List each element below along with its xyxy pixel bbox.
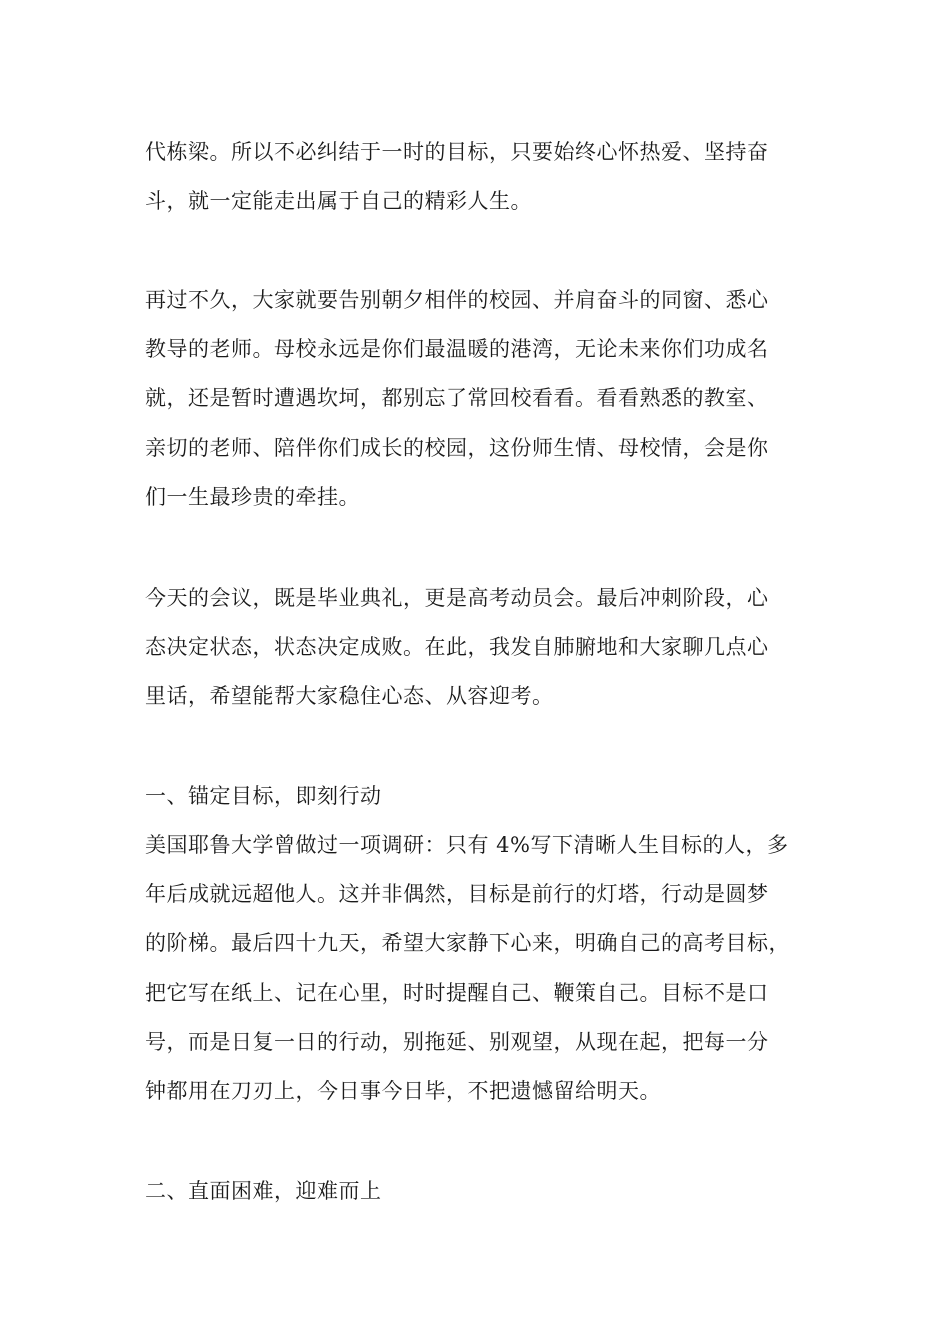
section-1-line-2: 年后成就远超他人。这并非偶然，目标是前行的灯塔，行动是圆梦 bbox=[145, 882, 769, 906]
paragraph-3-line-1: 今天的会议，既是毕业典礼，更是高考动员会。最后冲刺阶段，心 bbox=[145, 586, 769, 610]
section-1-line-6: 钟都用在刀刃上，今日事今日毕，不把遗憾留给明天。 bbox=[145, 1079, 661, 1103]
paragraph-2-line-1: 再过不久，大家就要告别朝夕相伴的校园、并肩奋斗的同窗、悉心 bbox=[145, 288, 769, 312]
paragraph-2-line-4: 亲切的老师、陪伴你们成长的校园，这份师生情、母校情，会是你 bbox=[145, 436, 769, 460]
section-1-line-5: 号，而是日复一日的行动，别拖延、别观望，从现在起，把每一分 bbox=[145, 1030, 769, 1054]
paragraph-3-line-3: 里话，希望能帮大家稳住心态、从容迎考。 bbox=[145, 684, 554, 708]
section-1-line-3: 的阶梯。最后四十九天，希望大家静下心来，明确自己的高考目标， bbox=[145, 931, 790, 955]
paragraph-1-line-2: 斗，就一定能走出属于自己的精彩人生。 bbox=[145, 189, 532, 213]
section-1-line-1: 美国耶鲁大学曾做过一项调研：只有 4%写下清晰人生目标的人，多 bbox=[145, 833, 789, 857]
paragraph-2-line-3: 就，还是暂时遭遇坎坷，都别忘了常回校看看。看看熟悉的教室、 bbox=[145, 386, 769, 410]
paragraph-3-line-2: 态决定状态，状态决定成败。在此，我发自肺腑地和大家聊几点心 bbox=[145, 635, 769, 659]
section-1-line-4: 把它写在纸上、记在心里，时时提醒自己、鞭策自己。目标不是口 bbox=[145, 981, 769, 1005]
section-2-heading: 二、直面困难，迎难而上 bbox=[145, 1179, 382, 1203]
paragraph-1-line-1: 代栋梁。所以不必纠结于一时的目标，只要始终心怀热爱、坚持奋 bbox=[145, 140, 769, 164]
paragraph-2-line-2: 教导的老师。母校永远是你们最温暖的港湾，无论未来你们功成名 bbox=[145, 337, 769, 361]
section-1-heading: 一、锚定目标，即刻行动 bbox=[145, 784, 382, 808]
paragraph-2-line-5: 们一生最珍贵的牵挂。 bbox=[145, 485, 360, 509]
